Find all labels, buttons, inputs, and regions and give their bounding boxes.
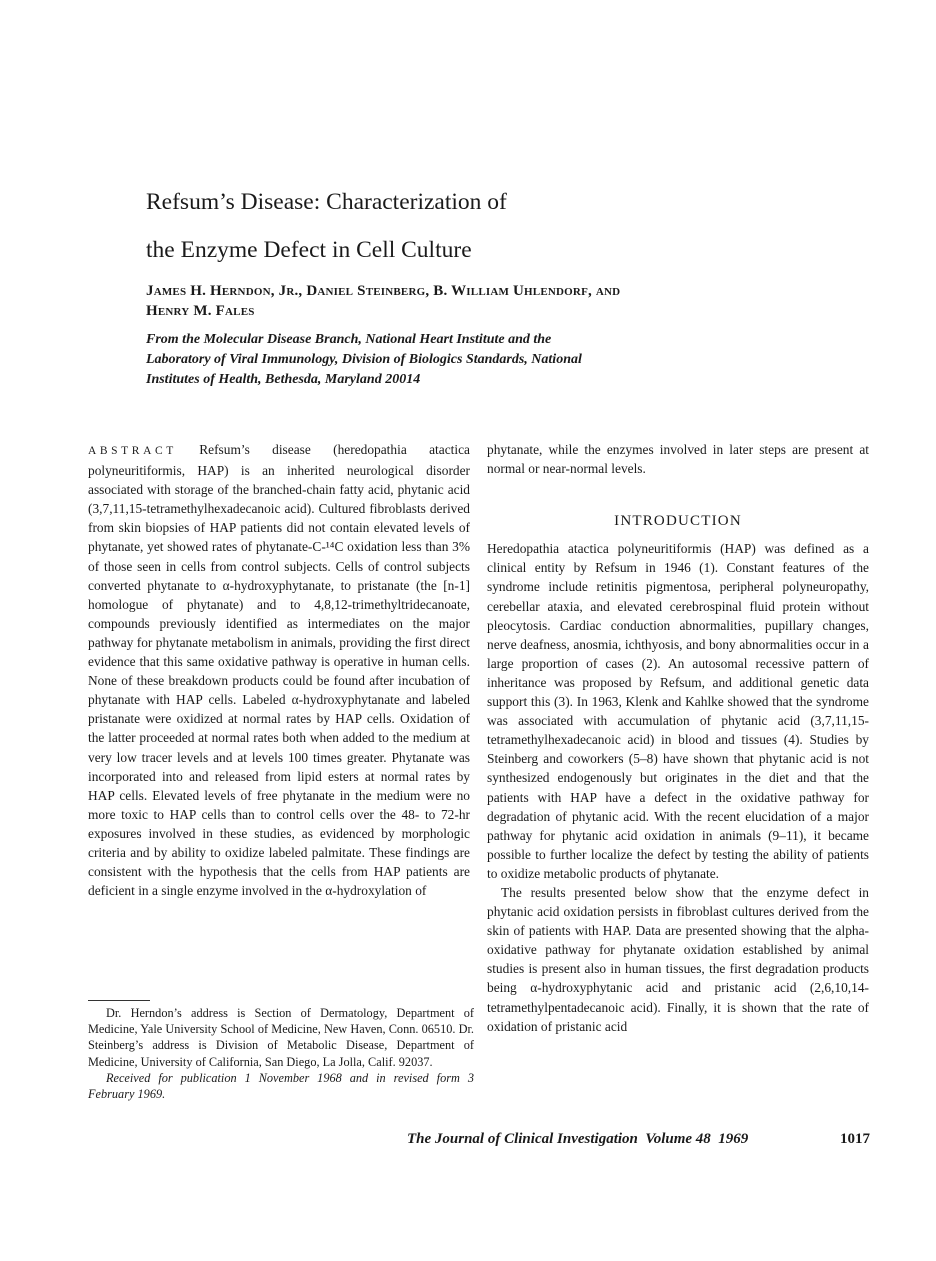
introduction-paragraph-2: The results presented below show that the enzyme defect in phytanic acid oxidation persists in fibroblast cultures derived from the skin of patients with HAP. Data are presented showing that the alpha-oxidative pathway for phytanate oxidation established by animal studies is present also in human tissues, the first degradation products being α-hydroxyphytanic acid and pristanic acid (2,6,10,14-tetramethylpentadecanoic acid). Finally, it is shown that the rate of oxidation of pristanic acid <box>487 884 869 1034</box>
authors-line-1: James H. Herndon, Jr., Daniel Steinberg, B. William Uhlendorf, and <box>146 283 621 299</box>
introduction-heading: INTRODUCTION <box>614 513 742 530</box>
article-title <box>146 178 786 274</box>
footnote <box>88 1005 474 1102</box>
affiliation-line-2: Laboratory of Viral Immunology, Division of Biologics Standards, National <box>146 352 582 367</box>
authors-line-2: Henry M. Fales <box>146 303 255 319</box>
footnote-divider <box>88 1000 150 1001</box>
introduction-paragraph-1: Heredopathia atactica polyneuritiformis (HAP) was defined as a clinical entity by Refsum in 1946 (1). Constant features of the syndrome include retinitis pigmentosa, peripheral polyneuropathy, cerebellar ataxia, and elevated cerebrospinal fluid protein without pleocytosis. Cardiac conduction abnormalities, pupillary changes, nerve deafness, anosmia, ichthyosis, and bony abnormalities occur in a large proportion of cases (2). An autosomal recessive pattern of inheritance was proposed by Refsum, and additional genetic data support this (3). In 1963, Klenk and Kahlke showed that the syndrome was associated with accumulation of phytanic acid (3,7,11,15-tetramethylhexadecanoic acid) in blood and tissues (4). Studies by Steinberg and coworkers (5–8) have shown that phytanic acid is not synthesized endogenously but originates in the diet and that the patients with HAP have a defect in the oxidative pathway for degradation of phytanic acid. With the recent elucidation of a major pathway for phytanic acid oxidation in animals (9–11), it became possible to further localize the defect by testing the ability of patients to oxidize metabolic products of phytanate. <box>487 541 869 881</box>
affiliation <box>146 330 786 390</box>
abstract-paragraph <box>88 440 470 900</box>
abstract-text: Refsum’s disease (heredopathia atactica polyneuritiformis, HAP) is an inherited neurological disorder associated with storage of the branched-chain fatty acid, phytanic acid (3,7,11,15-tetramethylhexadecanoic acid). Cultured fibroblasts derived from skin biopsies of HAP patients did not contain elevated levels of phytanate, yet showed rates of phytanate-C-¹⁴C oxidation less than 3% of those seen in cells from control subjects. Cells of control subjects converted phytanate to α-hydroxyphytanate, to pristanate (the [n-1] homologue of phytanate) and to 4,8,12-trimethyltridecanoate, compounds previously identified as intermediates on the major pathway for phytanate metabolism in animals, providing the first direct evidence that this same oxidative pathway is operative in human cells. None of these breakdown products could be found after incubation of phytanate with HAP cells. Labeled α-hydroxyphytanate and labeled pristanate were oxidized at normal rates by HAP cells. Oxidation of the latter proceeded at normal rates both when added to the medium at very low tracer levels and at levels 100 times greater. Phytanate was incorporated into and released from lipid esters at normal rates by HAP cells. Elevated levels of free phytanate in the medium were no more toxic to HAP cells than to control cells over the 48- to 72-hr exposures involved in these studies, as evidenced by morphologic criteria and by ability to oxidize labeled palmitate. These findings are consistent with the hypothesis that the cells from HAP patients are deficient in a single enzyme involved in the α-hydroxylation of <box>88 442 470 899</box>
left-column <box>88 440 470 900</box>
title-line-2: the Enzyme Defect in Cell Culture <box>146 237 472 263</box>
author-list <box>146 281 766 321</box>
abstract-continuation: phytanate, while the enzymes involved in later steps are present at normal or near-normal levels. <box>487 442 869 477</box>
affiliation-line-1: From the Molecular Disease Branch, National Heart Institute and the <box>146 332 552 347</box>
affiliation-line-3: Institutes of Health, Bethesda, Maryland 20014 <box>146 372 421 387</box>
title-line-1: Refsum’s Disease: Characterization of <box>146 189 507 215</box>
footnote-received: Received for publication 1 November 1968 and in revised form 3 February 1969. <box>88 1070 474 1102</box>
page-number: 1017 <box>840 1131 870 1147</box>
footnote-address: Dr. Herndon’s address is Section of Dermatology, Department of Medicine, Yale University School of Medicine, New Haven, Conn. 06510. Dr. Steinberg’s address is Division of Metabolic Disease, Department of Medicine, University of California, San Diego, La Jolla, Calif. 92037. <box>88 1006 474 1069</box>
abstract-label: ABSTRACT <box>88 445 177 457</box>
right-column <box>487 440 869 1036</box>
journal-citation: The Journal of Clinical Investigation Volume 48 1969 <box>407 1131 749 1147</box>
